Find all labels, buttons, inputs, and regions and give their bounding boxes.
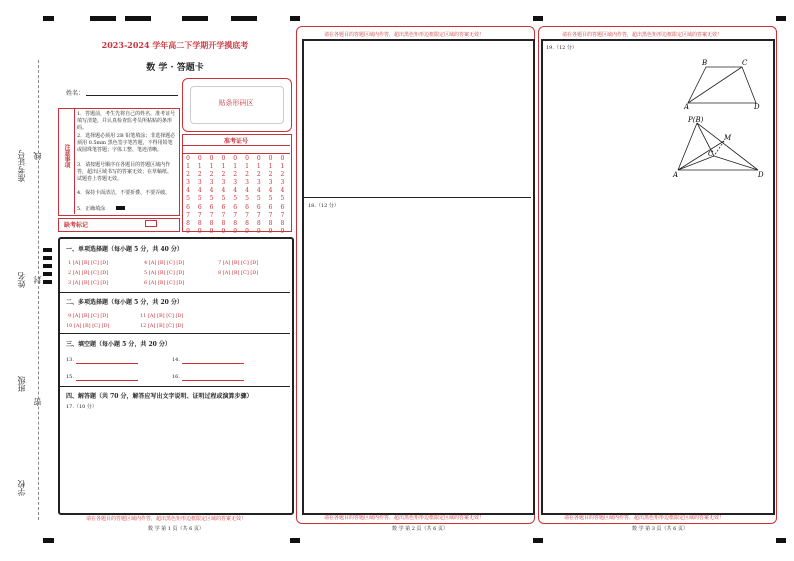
exam-id-digit[interactable]: 1 xyxy=(268,163,273,171)
page2-bottom-hint: 请在各题目的答题区域内作答，超出黑色矩形边框限定区域的答案无效！ xyxy=(324,515,485,521)
fig1-label-c: C xyxy=(742,59,748,67)
exam-id-digit[interactable]: 1 xyxy=(186,163,190,171)
exam-id-digit[interactable]: 6 xyxy=(186,203,190,211)
exam-id-column[interactable] xyxy=(231,155,239,236)
exam-id-digit[interactable]: 0 xyxy=(280,155,285,162)
exam-id-digit[interactable]: 4 xyxy=(221,187,226,195)
blank-q15-line[interactable] xyxy=(76,380,138,381)
exam-id-digit[interactable]: 6 xyxy=(245,203,249,211)
alignment-mark xyxy=(43,538,54,543)
exam-id-digit[interactable]: 0 xyxy=(233,155,238,162)
exam-id-digit[interactable]: 6 xyxy=(233,203,238,211)
page2-top-hint: 请在各题目的答题区域内作答，超出黑色矩形边框限定区域的答案无效！ xyxy=(324,32,485,38)
section-divider xyxy=(60,386,290,387)
exam-id-digit[interactable]: 1 xyxy=(197,163,202,171)
exam-id-digit[interactable]: 5 xyxy=(209,195,214,203)
exam-id-digit[interactable]: 8 xyxy=(256,219,261,227)
q17-label: 17.（10 分） xyxy=(66,404,97,410)
blank-q13-line[interactable] xyxy=(76,363,138,364)
blank-q15-label: 15. xyxy=(66,374,74,380)
exam-id-digit[interactable]: 7 xyxy=(245,211,249,219)
fig2-label-m: M xyxy=(724,134,732,142)
fig1-label-b: B xyxy=(702,59,708,67)
exam-id-digit[interactable]: 8 xyxy=(280,219,285,227)
solve-title: 四、解答题（共 70 分，解答应写出文字说明、证明过程或演算步骤） xyxy=(66,393,253,400)
absent-checkbox[interactable] xyxy=(145,220,157,227)
exam-id-column[interactable] xyxy=(219,155,227,236)
choice-q9[interactable]: 9 [A] [B] [C] [D] xyxy=(68,313,109,319)
page3-footer: 数 学 第 3 页（共 6 页） xyxy=(632,526,688,532)
alignment-mark xyxy=(231,16,257,21)
blank-q14-line[interactable] xyxy=(182,363,244,364)
exam-id-digit[interactable]: 3 xyxy=(186,179,190,187)
notes-item-5: 5．正确填涂 xyxy=(77,206,106,212)
exam-id-digit[interactable]: 2 xyxy=(221,171,226,179)
exam-id-digit[interactable]: 3 xyxy=(233,179,238,187)
exam-id-digit[interactable]: 5 xyxy=(233,195,238,203)
choice-q8[interactable]: 8 [A] [B] [C] [D] xyxy=(218,270,259,276)
alignment-mark xyxy=(776,538,786,543)
page3-top-hint: 请在各题目的答题区域内作答，超出黑色矩形边框限定区域的答案无效！ xyxy=(562,32,723,38)
exam-id-digit[interactable]: 2 xyxy=(245,171,249,179)
exam-id-digit[interactable]: 5 xyxy=(197,195,202,203)
multi-choice-title: 二、多项选择题（每小题 5 分，共 20 分） xyxy=(66,299,183,306)
blank-q13-label: 13. xyxy=(66,357,74,363)
exam-id-digit[interactable]: 9 xyxy=(268,227,273,235)
trapezoid-shape xyxy=(688,67,756,103)
exam-id-digit[interactable]: 0 xyxy=(245,155,249,162)
absent-mark-label: 缺考标记 xyxy=(64,222,89,229)
exam-id-digit[interactable]: 7 xyxy=(268,211,273,219)
exam-id-digit[interactable]: 5 xyxy=(268,195,273,203)
exam-id-digit[interactable]: 2 xyxy=(256,171,261,179)
exam-id-digit[interactable]: 9 xyxy=(209,227,214,235)
exam-id-digit[interactable]: 5 xyxy=(245,195,249,203)
exam-id-digit[interactable]: 4 xyxy=(209,187,214,195)
fig2-label-a: A xyxy=(673,171,679,179)
exam-id-digit[interactable]: 7 xyxy=(209,211,214,219)
page3-bottom-hint: 请在各题目的答题区域内作答，超出黑色矩形边框限定区域的答案无效！ xyxy=(564,515,725,521)
exam-id-digit[interactable]: 5 xyxy=(221,195,226,203)
exam-id-digit[interactable]: 1 xyxy=(280,163,285,171)
choice-q2[interactable]: 2 [A] [B] [C] [D] xyxy=(68,270,109,276)
exam-id-label: 准考证号 xyxy=(223,138,248,145)
blank-q14-label: 14. xyxy=(172,357,180,363)
choice-q3[interactable]: 3 [A] [B] [C] [D] xyxy=(68,280,109,286)
exam-id-digit[interactable]: 7 xyxy=(233,211,238,219)
choice-q11[interactable]: 11 [A] [B] [C] [D] xyxy=(140,313,184,319)
exam-id-digit[interactable]: 3 xyxy=(197,179,202,187)
figure-trapezoid xyxy=(682,58,768,110)
exam-id-digit[interactable]: 4 xyxy=(268,187,273,195)
q18-answer-area[interactable] xyxy=(304,210,530,508)
timing-mark xyxy=(43,280,52,284)
exam-id-digit[interactable]: 8 xyxy=(268,219,273,227)
trapezoid-diagonal xyxy=(688,67,742,103)
exam-id-digit[interactable]: 0 xyxy=(209,155,214,162)
exam-id-digit[interactable]: 3 xyxy=(280,179,285,187)
exam-id-digit[interactable]: 6 xyxy=(197,203,202,211)
q18-label: 18.（12 分） xyxy=(308,203,339,209)
exam-id-digit[interactable]: 8 xyxy=(186,219,190,227)
exam-id-digit[interactable]: 4 xyxy=(233,187,238,195)
exam-id-digit[interactable]: 3 xyxy=(221,179,226,187)
timing-mark xyxy=(43,248,52,252)
exam-id-digit[interactable]: 7 xyxy=(197,211,202,219)
alignment-mark xyxy=(182,16,208,21)
blank-q16-line[interactable] xyxy=(182,380,244,381)
exam-id-digit[interactable]: 1 xyxy=(233,163,238,171)
exam-id-digit[interactable]: 2 xyxy=(268,171,273,179)
choice-q1[interactable]: 1 [A] [B] [C] [D] xyxy=(68,260,109,266)
fig1-label-a: A xyxy=(684,103,690,110)
fig2-label-d: D xyxy=(758,171,764,179)
exam-id-digit[interactable]: 4 xyxy=(186,187,190,195)
binding-dashed-line xyxy=(38,60,39,520)
exam-id-column[interactable] xyxy=(278,155,286,236)
alignment-mark xyxy=(43,16,54,21)
page2-divider xyxy=(303,197,531,198)
exam-id-write-row[interactable] xyxy=(182,145,290,154)
edge-cd xyxy=(714,156,758,170)
side-label-exam-no: 准考证号 xyxy=(17,150,26,182)
exam-id-digit[interactable]: 9 xyxy=(245,227,249,235)
sheet-subtitle: 数 学 · 答题卡 xyxy=(146,63,204,73)
exam-id-digit[interactable]: 6 xyxy=(209,203,214,211)
exam-id-digit[interactable]: 6 xyxy=(268,203,273,211)
edge-ac xyxy=(678,156,714,170)
exam-id-digit[interactable]: 8 xyxy=(209,219,214,227)
exam-id-digit[interactable]: 2 xyxy=(209,171,214,179)
q19-answer-area[interactable] xyxy=(543,52,673,508)
exam-id-digit[interactable]: 4 xyxy=(197,187,202,195)
exam-id-digit[interactable]: 6 xyxy=(280,203,285,211)
exam-id-digit[interactable]: 8 xyxy=(221,219,226,227)
fill-blank-title: 三、填空题（每小题 5 分，共 20 分） xyxy=(66,341,171,348)
edge-am xyxy=(678,141,724,170)
exam-id-digit[interactable]: 2 xyxy=(197,171,202,179)
exam-id-digit[interactable]: 1 xyxy=(221,163,226,171)
exam-id-column[interactable] xyxy=(267,155,275,236)
exam-id-digit[interactable]: 6 xyxy=(256,203,261,211)
section-divider xyxy=(60,292,290,293)
q17-continued-area[interactable] xyxy=(304,41,530,195)
exam-id-digit[interactable]: 4 xyxy=(245,187,249,195)
alignment-mark xyxy=(776,16,786,21)
exam-id-digit[interactable]: 2 xyxy=(186,171,190,179)
choice-q6[interactable]: 6 [A] [B] [C] [D] xyxy=(144,280,185,286)
figure-pyramid xyxy=(672,114,768,180)
notes-item-2: 2．选择题必须用 2B 铅笔填涂；非选择题必须用 0.5mm 黑色签字笔答题，不得用铅笔或圆珠笔答题；字体工整、笔迹清晰。 xyxy=(77,133,176,153)
page1-footer: 数 学 第 1 页（共 6 页） xyxy=(148,526,204,532)
name-label: 姓名： xyxy=(66,90,85,97)
exam-title: 2023-2024 学年高二下学期开学摸底考 xyxy=(101,40,249,50)
side-label-seal: 封 xyxy=(33,276,42,284)
exam-id-digit[interactable]: 3 xyxy=(256,179,261,187)
choice-q4[interactable]: 4 [A] [B] [C] [D] xyxy=(144,260,185,266)
barcode-label: 贴条形码区 xyxy=(218,99,254,107)
exam-id-digit[interactable]: 3 xyxy=(209,179,214,187)
side-label-class: 班级 xyxy=(17,376,26,392)
correct-fill-example xyxy=(116,206,125,210)
timing-mark xyxy=(43,256,52,260)
choice-q5[interactable]: 5 [A] [B] [C] [D] xyxy=(144,270,185,276)
exam-id-digit[interactable]: 2 xyxy=(233,171,238,179)
edge-mc-dashed xyxy=(714,141,724,156)
exam-id-digit[interactable]: 8 xyxy=(233,219,238,227)
exam-id-digit[interactable]: 0 xyxy=(186,155,190,162)
exam-id-digit[interactable]: 3 xyxy=(245,179,249,187)
exam-id-digit[interactable]: 1 xyxy=(256,163,261,171)
exam-id-digit[interactable]: 6 xyxy=(221,203,226,211)
side-label-line: 线 xyxy=(33,152,42,160)
exam-id-digit[interactable]: 4 xyxy=(256,187,261,195)
notes-item-4: 4．保持卡面清洁，不要折叠、不要弄破。 xyxy=(77,190,171,196)
name-input-line[interactable] xyxy=(86,95,178,96)
edge-pa xyxy=(678,123,697,170)
exam-id-digit[interactable]: 7 xyxy=(280,211,285,219)
q19-label: 19.（12 分） xyxy=(546,45,577,51)
page2-footer: 数 学 第 2 页（共 6 页） xyxy=(392,526,448,532)
exam-id-digit[interactable]: 1 xyxy=(209,163,214,171)
page1-bottom-hint: 请在各题目的答题区域内作答，超出黑色矩形边框限定区域的答案无效！ xyxy=(86,516,247,522)
exam-id-digit[interactable]: 9 xyxy=(186,227,190,235)
exam-id-digit[interactable]: 0 xyxy=(256,155,261,162)
exam-id-digit[interactable]: 9 xyxy=(221,227,226,235)
alignment-mark xyxy=(90,16,116,21)
exam-id-digit-grid[interactable] xyxy=(184,155,290,235)
edge-pd xyxy=(697,123,758,170)
exam-id-digit[interactable]: 0 xyxy=(221,155,226,162)
exam-id-digit[interactable]: 7 xyxy=(186,211,190,219)
exam-id-digit[interactable]: 0 xyxy=(268,155,273,162)
alignment-mark xyxy=(290,538,300,543)
exam-id-digit[interactable]: 8 xyxy=(197,219,202,227)
exam-id-digit[interactable]: 9 xyxy=(280,227,285,235)
fig2-label-c: C xyxy=(708,150,714,158)
section-divider xyxy=(60,333,290,334)
alignment-mark xyxy=(290,16,300,21)
exam-id-digit[interactable]: 9 xyxy=(233,227,238,235)
exam-id-column[interactable] xyxy=(243,155,251,236)
blank-q16-label: 16. xyxy=(172,374,180,380)
choice-q10[interactable]: 10 [A] [B] [C] [D] xyxy=(66,323,110,329)
side-label-name: 姓名 xyxy=(17,272,26,288)
fig1-label-d: D xyxy=(754,103,760,110)
notes-heading xyxy=(58,108,75,214)
exam-id-column[interactable] xyxy=(184,155,192,236)
alignment-mark xyxy=(533,538,543,543)
exam-id-column[interactable] xyxy=(255,155,263,236)
side-label-seal2: 密 xyxy=(33,398,42,406)
timing-mark xyxy=(43,264,52,268)
exam-id-digit[interactable]: 5 xyxy=(256,195,261,203)
exam-id-digit[interactable]: 0 xyxy=(197,155,202,162)
fig2-label-p: P(B) xyxy=(688,116,704,124)
side-label-school: 学校 xyxy=(17,480,26,496)
choice-q12[interactable]: 12 [A] [B] [C] [D] xyxy=(140,323,184,329)
choice-q7[interactable]: 7 [A] [B] [C] [D] xyxy=(218,260,259,266)
notes-heading-text: 注意事项 xyxy=(63,144,70,168)
exam-id-digit[interactable]: 2 xyxy=(280,171,285,179)
exam-id-column[interactable] xyxy=(196,155,204,236)
exam-id-digit[interactable]: 4 xyxy=(280,187,285,195)
exam-id-digit[interactable]: 5 xyxy=(280,195,285,203)
notes-item-1: 1．答题前，考生先将自己的姓名、准考证号填写清楚，并认真检查监考员所粘贴的条形码。 xyxy=(77,111,176,131)
alignment-mark xyxy=(125,16,151,21)
notes-item-3: 3．请按题号顺序在各题目的答题区域内作答，超出区域书写的答案无效；在草稿纸、试题卷上答题无效。 xyxy=(77,162,173,182)
exam-id-digit[interactable]: 8 xyxy=(245,219,249,227)
exam-id-digit[interactable]: 5 xyxy=(186,195,190,203)
exam-id-digit[interactable]: 3 xyxy=(268,179,273,187)
single-choice-title: 一、单项选择题（每小题 5 分，共 40 分） xyxy=(66,246,183,253)
exam-id-digit[interactable]: 9 xyxy=(197,227,202,235)
exam-id-digit[interactable]: 1 xyxy=(245,163,249,171)
alignment-mark xyxy=(533,16,543,21)
timing-mark xyxy=(43,272,52,276)
exam-id-digit[interactable]: 7 xyxy=(256,211,261,219)
exam-id-digit[interactable]: 9 xyxy=(256,227,261,235)
exam-id-digit[interactable]: 7 xyxy=(221,211,226,219)
exam-id-column[interactable] xyxy=(208,155,216,236)
q17-answer-area[interactable] xyxy=(62,410,288,508)
